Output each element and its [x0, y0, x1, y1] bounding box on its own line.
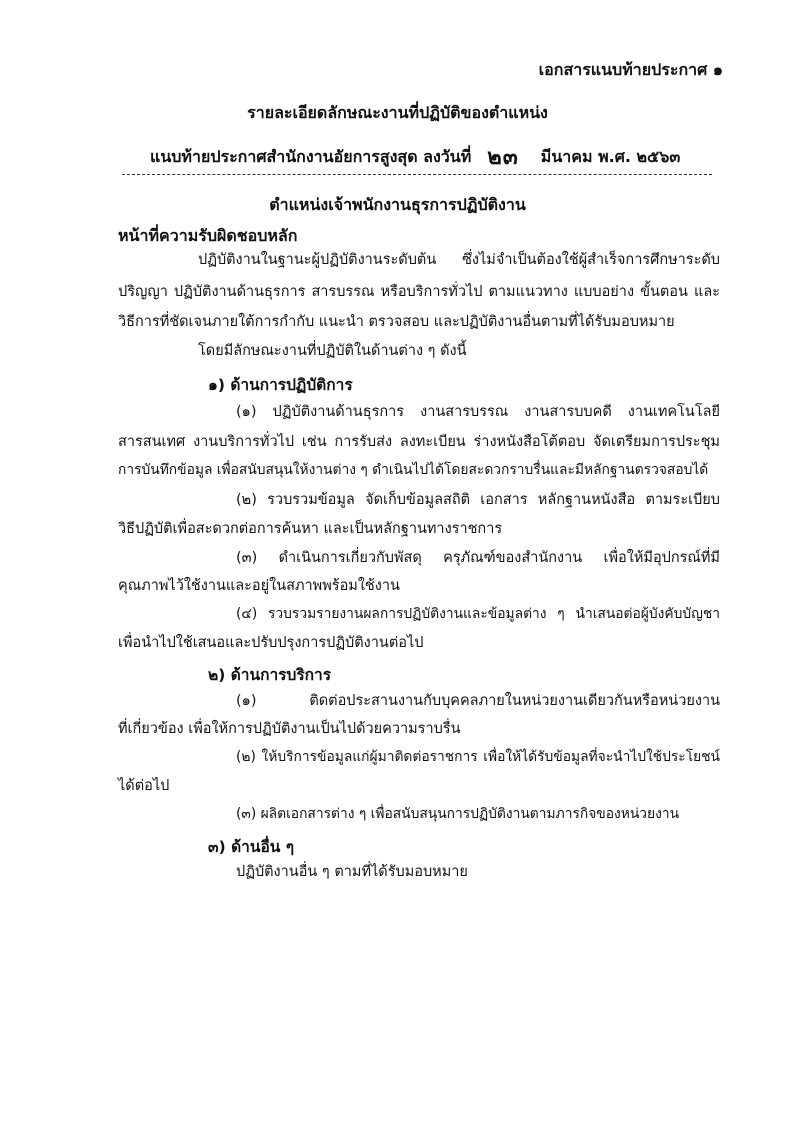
section-1-item-1-line-1: (๑) ปฏิบัติงานด้านธุรการ งานสารบรรณ งานสารบบคดี งานเทคโนโลยี — [236, 404, 720, 420]
intro-line-4: โดยมีลักษณะงานที่ปฏิบัติในด้านต่าง ๆ ดังนี้ — [198, 343, 467, 359]
position-title: ตำแหน่งเจ้าพนักงานธุรการปฏิบัติงาน — [269, 195, 526, 214]
section-1-item-4-line-1: (๔) รวบรวมรายงานผลการปฏิบัติงานและข้อมูลต่าง ๆ นำเสนอต่อผู้บังคับบัญชา — [236, 606, 720, 622]
section-1-item-3-line-2: คุณภาพไว้ใช้งานและอยู่ในสภาพพร้อมใช้งาน — [118, 578, 400, 594]
section-1-item-1-line-3: การบันทึกข้อมูล เพื่อสนับสนุนให้งานต่าง ๆ ดำเนินไปได้โดยสะดวกราบรื่นและมีหลักฐานตรวจสอบได้ — [118, 462, 709, 478]
intro-line-1: ปฏิบัติงานในฐานะผู้ปฏิบัติงานระดับต้น ซึ่งไม่จำเป็นต้องใช้ผู้สำเร็จการศึกษาระดับ — [198, 252, 720, 268]
section-3-item-1-line-1: ปฏิบัติงานอื่น ๆ ตามที่ได้รับมอบหมาย — [236, 864, 468, 880]
section-2-item-1-line-1: (๑) ติดต่อประสานงานกับบุคคลภายในหน่วยงานเดียวกันหรือหน่วยงาน — [236, 693, 720, 709]
dashed-divider — [122, 174, 712, 175]
date-day-handwritten: ๒๓ — [487, 145, 519, 170]
section-1-item-2-line-1: (๒) รวบรวมข้อมูล จัดเก็บข้อมูลสถิติ เอกสาร หลักฐานหนังสือ ตามระเบียบ — [236, 492, 720, 508]
section-2-item-2-line-1: (๒) ให้บริการข้อมูลแก่ผู้มาติดต่อราชการ เพื่อให้ได้รับข้อมูลที่จะนำไปใช้ประโยชน์ — [236, 749, 720, 765]
section-2-item-3-line-1: (๓) ผลิตเอกสารต่าง ๆ เพื่อสนับสนุนการปฏิบัติงานตามภารกิจของหน่วยงาน — [236, 806, 680, 822]
section-3-heading: ๓) ด้านอื่น ๆ — [208, 838, 295, 856]
section-2-item-1-line-2: ที่เกี่ยวข้อง เพื่อให้การปฏิบัติงานเป็นไปด้วยความราบรื่น — [118, 721, 461, 737]
section-1-heading: ๑) ด้านการปฏิบัติการ — [208, 376, 353, 394]
announcement-line — [150, 137, 720, 172]
section-1-item-4-line-2: เพื่อนำไปใช้เสนอและปรับปรุงการปฏิบัติงานต่อไป — [118, 635, 424, 651]
section-2-heading: ๒) ด้านการบริการ — [208, 666, 332, 684]
section-1-item-1-line-2: สารสนเทศ งานบริการทั่วไป เช่น การรับส่ง ลงทะเบียน ร่างหนังสือโต้ตอบ จัดเตรียมการประชุม — [118, 434, 720, 450]
document-reference: เอกสารแนบท้ายประกาศ ๑ — [538, 60, 723, 79]
section-1-item-3-line-1: (๓) ดำเนินการเกี่ยวกับพัสดุ ครุภัณฑ์ของสำนักงาน เพื่อให้มีอุปกรณ์ที่มี — [236, 550, 720, 566]
announcement-prefix: แนบท้ายประกาศสำนักงานอัยการสูงสุด ลงวันที่ — [150, 147, 472, 166]
intro-line-2: ปริญญา ปฏิบัติงานด้านธุรการ สารบรรณ หรือบริการทั่วไป ตามแนวทาง แบบอย่าง ขั้นตอน และ — [118, 284, 720, 300]
section-1-item-2-line-2: วิธีปฏิบัติเพื่อสะดวกต่อการค้นหา และเป็นหลักฐานทางราชการ — [118, 521, 503, 537]
date-month-year: มีนาคม พ.ศ. ๒๕๖๓ — [540, 147, 681, 166]
section-2-item-2-line-2: ได้ต่อไป — [118, 778, 170, 794]
intro-line-3: วิธีการที่ชัดเจนภายใต้การกำกับ แนะนำ ตรวจสอบ และปฏิบัติงานอื่นตามที่ได้รับมอบหมาย — [118, 314, 675, 330]
document-title: รายละเอียดลักษณะงานที่ปฏิบัติของตำแหน่ง — [247, 103, 548, 122]
duties-heading: หน้าที่ความรับผิดชอบหลัก — [118, 226, 298, 245]
